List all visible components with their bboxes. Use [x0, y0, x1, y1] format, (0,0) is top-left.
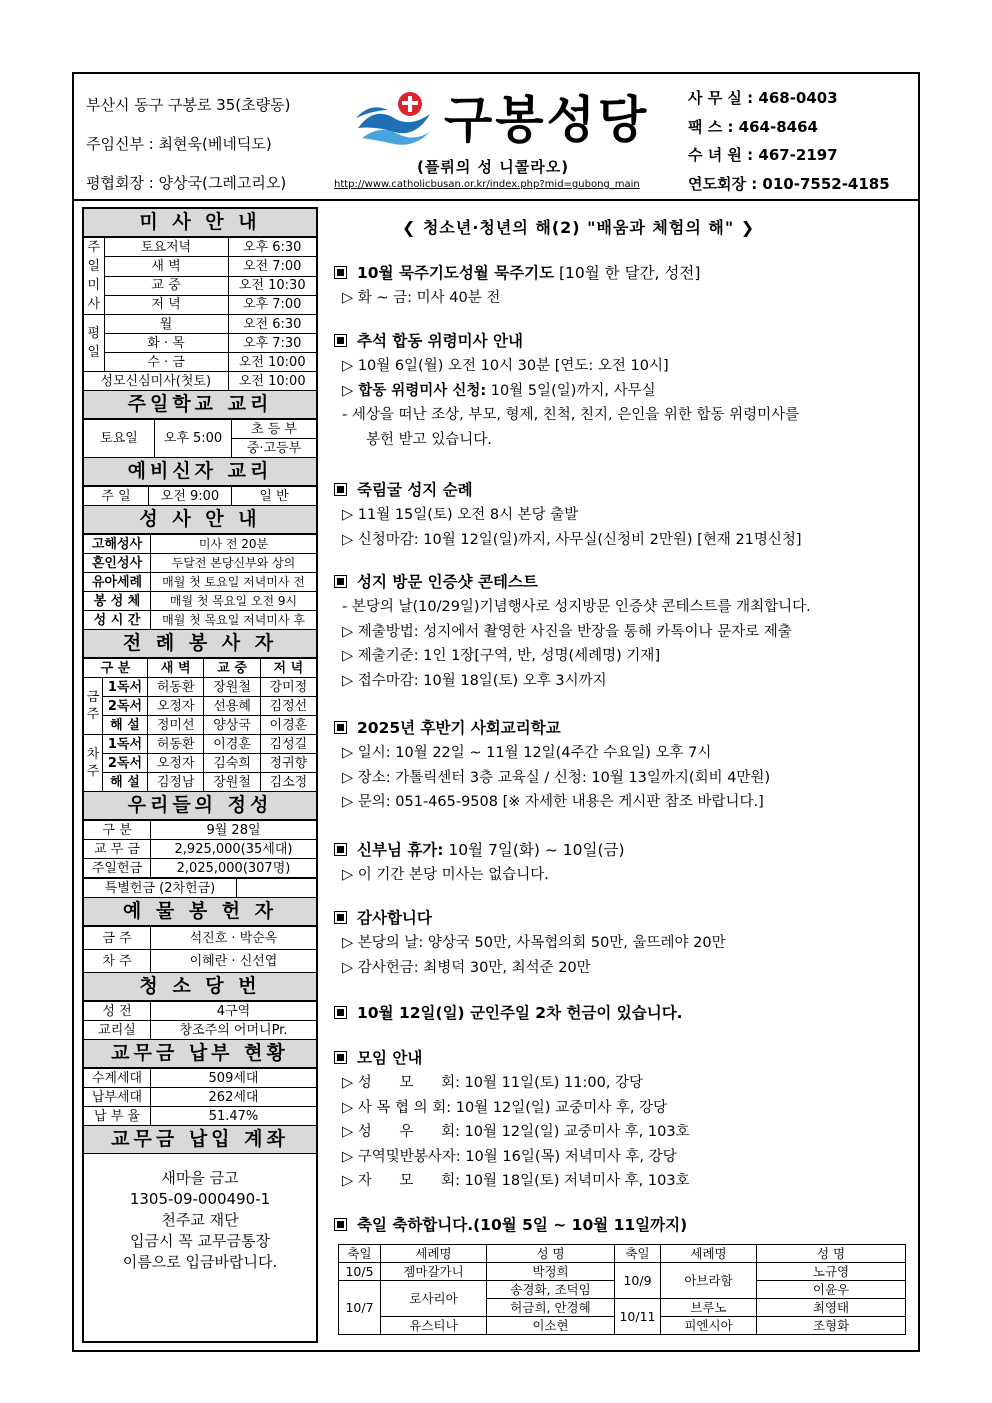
square-bullet-icon — [334, 1218, 347, 1231]
notice-social-school: 2025년 후반기 사회교리학교 ▷ 일시: 10월 22일 ~ 11월 12일(4주간 수요일) 오후 7시 ▷ 장소: 가톨릭센터 3층 교육실 / 신청: 10월 13일까지(회비 4만원) ▷ 문의: 051-465-9508 [※ 자세한 내용은 게시판 참조 바랍니다.] — [334, 716, 914, 815]
notice-thanks: 감사합니다 ▷ 본당의 날: 양상국 50만, 사목협의회 50만, 울뜨레야 20만 ▷ 감사헌금: 최병덕 30만, 최석준 20만 — [334, 906, 914, 980]
notice-photo-contest: 성지 방문 인증샷 콘테스트 - 본당의 날(10/29일)기념행사로 성지방문 인증샷 콘테스트를 개최합니다. ▷ 제출방법: 성지에서 촬영한 사진을 반장을 통해 카톡이나 문자로 제출 ▷ 제출기준: 1인 1장[구역, 반, 성명(세례명) 기재] ▷ 접수마감: 10월 18일(토) 오후 3시까지 — [334, 570, 914, 693]
notice-pilgrimage: 죽림굴 성지 순례 ▷ 11월 15일(토) 오전 8시 본당 출발 ▷ 신청마감: 10월 12일(일)까지, 사무실(신청비 2만원) [현재 21명신청] — [334, 478, 914, 552]
offering-title: 우리들의 정성 — [84, 792, 316, 820]
notice-memorial-mass: 추석 합동 위령미사 안내 ▷ 10월 6일(월) 오전 10시 30분 [연도: 오전 10시] ▷ 합동 위령미사 신청: 10월 5일(일)까지, 사무실 - 세상을 떠난 조상, 부모, 형제, 친척, 친지, 은인을 위한 합동 위령미사를 봉헌 받고 있습니다. — [334, 329, 914, 452]
notice-rosary: 10월 묵주기도성월 묵주기도 [10월 한 달간, 성전] ▷ 화 ~ 금: 미사 40분 전 — [334, 261, 914, 311]
notice-second-collection: 10월 12일(일) 군인주일 2차 헌금이 있습니다. — [334, 1001, 914, 1026]
notice-meetings: 모임 안내 ▷ 성 모 회: 10월 11일(토) 11:00, 강당 ▷ 사 목 협 의 회: 10월 12일(일) 교중미사 후, 강당 ▷ 성 우 회: 10월 12일(일) 교중미사 후, 103호 ▷ 구역및반봉사자: 10월 16일(목) 저녁미사 후, 강당 ▷ 자 모 회: 10월 18일(토) 저녁미사 후, 103호 — [334, 1046, 914, 1194]
mass-title: 미 사 안 내 — [84, 209, 316, 237]
website-link[interactable]: http://www.catholicbusan.or.kr/index.php?mid=gubong_main — [334, 179, 640, 190]
theme-title: ❮ 청소년·청년의 해(2) "배움과 체험의 해" ❯ — [402, 218, 756, 237]
square-bullet-icon — [334, 334, 347, 347]
square-bullet-icon — [334, 721, 347, 734]
catechumen-table: 주 일 오전 9:00 일 반 — [84, 486, 316, 506]
church-title: 구봉성당 — [444, 91, 650, 149]
cleaning-title: 청 소 당 번 — [84, 973, 316, 1001]
sunday-school-table: 토요일 오후 5:00 초 등 부 중·고등부 — [84, 419, 316, 458]
dues-table: 수계세대 509세대 납부세대 262세대 납 부 율 51.47% — [84, 1068, 316, 1126]
special-offering-table: 특별헌금 (2차헌금) — [84, 878, 316, 898]
weekday-label: 평 일 — [84, 315, 104, 372]
account-title: 교무금 납입 계좌 — [84, 1126, 316, 1154]
pastor: 주임신부 : 최현욱(베네딕도) — [86, 135, 272, 153]
contact-fax: 팩 스 : 464-8464 — [688, 117, 818, 136]
square-bullet-icon — [334, 575, 347, 588]
contact-office: 사 무 실 : 468-0403 — [688, 89, 838, 107]
address: 부산시 동구 구봉로 35(초량동) — [86, 96, 291, 114]
feast-table: 축일 세례명 성 명 축일 세례명 성 명 10/5 젬마갈가니 박정희 10/9 아브라함 노규영 10/7 로사리아 송경화, 조덕임 이윤우 허금희, 안경혜 10/11 브루노 최영태 유스티나 이소현 피엔시아 조형화 — [338, 1244, 906, 1335]
church-logo-icon — [354, 88, 434, 148]
cleaning-table: 성 전 4구역 교리실 창조주의 어머니Pr. — [84, 1001, 316, 1040]
contact-funeral: 연도회장 : 010-7552-4185 — [688, 174, 890, 193]
notice-priest-vacation: 신부님 휴가: 10월 7일(화) ~ 10일(금) ▷ 이 기간 본당 미사는 없습니다. — [334, 838, 914, 888]
council-president: 평협회장 : 양상국(그레고리오) — [86, 174, 287, 192]
account-info: 새마을 금고 1305-09-000490-1 천주교 재단 입금시 꼭 교무금통장 이름으로 입금바랍니다. — [122, 1169, 278, 1271]
gift-table: 금 주 석진호 · 박순옥 차 주 이혜란 · 신선엽 — [84, 926, 316, 973]
square-bullet-icon — [334, 483, 347, 496]
contact-list — [688, 84, 890, 198]
sacrament-table: 고해성사 미사 전 20분 혼인성사 두달전 본당신부와 상의 유아세례 매월 첫 토요일 저녁미사 전 봉 성 체 매월 첫 목요일 오전 9시 성 시 간 매월 첫 목요일 저녁미사 후 — [84, 534, 316, 630]
square-bullet-icon — [334, 911, 347, 924]
notice-feast: 축일 축하합니다.(10월 5일 ~ 10월 11일까지) — [334, 1213, 914, 1238]
header-divider — [74, 199, 918, 201]
sunday-school-title: 주일학교 교리 — [84, 391, 316, 419]
gift-title: 예 물 봉 헌 자 — [84, 898, 316, 926]
dues-title: 교무금 납부 현황 — [84, 1040, 316, 1068]
square-bullet-icon — [334, 1006, 347, 1019]
square-bullet-icon — [334, 843, 347, 856]
sacrament-title: 성 사 안 내 — [84, 506, 316, 534]
square-bullet-icon — [334, 1051, 347, 1064]
patron-saint: (플뤼의 성 니콜라오) — [417, 158, 570, 176]
servers-title: 전 례 봉 사 자 — [84, 630, 316, 658]
contact-convent: 수 녀 원 : 467-2197 — [688, 146, 838, 164]
offering-table: 구 분 9월 28일 교 무 금 2,925,000(35세대) 주일헌금 2,025,000(307명) — [84, 820, 316, 878]
servers-table: 구 분 새 벽 교 중 저 녁 금 주 1독서 허동환 장원철 강미정 2독서 오정자 선용혜 김정선 해 설 정미선 양상국 이경훈 차 주 1독서 허동환 이경훈 김성길 2독서 오정자 김숙희 정귀향 해 설 김정남 장원철 김소정 — [84, 658, 316, 792]
mass-table: 주 일 미 사 토요저녁 오후 6:30 새 벽 오전 7:00 교 중 오전 10:30 저 녁 오후 7:00 평 일 월 오전 6:30 화 · 목 오후 7:30 수 · 금 오전 10:00 성모신심미사(첫토) 오전 10:00 — [84, 237, 316, 391]
sunday-label: 주 일 미 사 — [84, 238, 104, 315]
catechumen-title: 예비신자 교리 — [84, 458, 316, 486]
square-bullet-icon — [334, 266, 347, 279]
left-sidebar — [82, 207, 318, 1343]
header-info — [86, 86, 291, 203]
